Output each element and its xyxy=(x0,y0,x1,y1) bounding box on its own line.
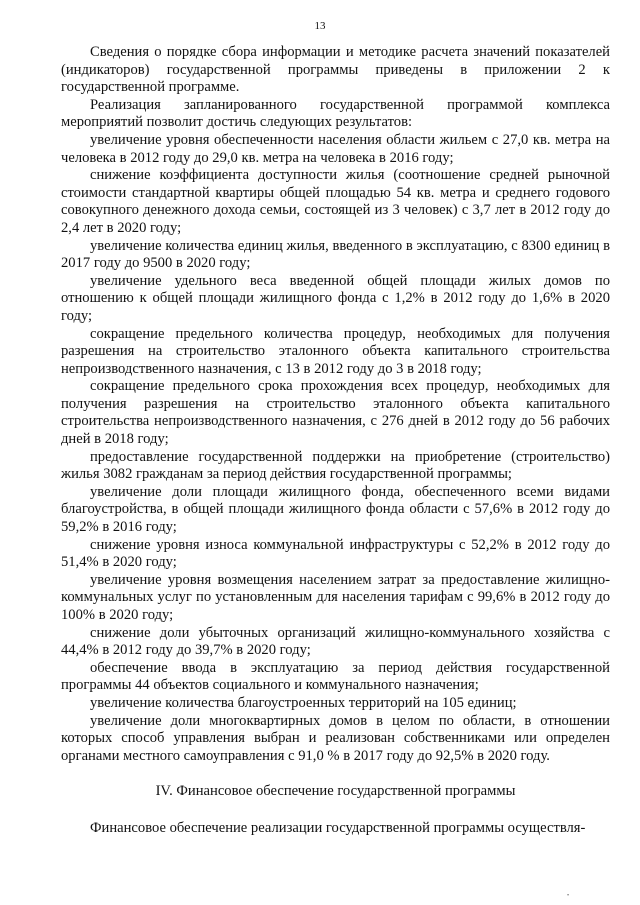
result-housing-affordability: снижение коэффициента доступности жилья (соотношение средней рыночной стоимости стандартной квартиры общей площадью 54 кв. метра и среднего годового совокупного денежного дохода семьи, состоящей из 3 человек) с 3,7 лет в 2012 году до 2,4 лет в 2020 году; xyxy=(61,167,610,236)
paragraph-results-intro: Реализация запланированного государственной программой комплекса мероприятий позволит достичь следующих результатов: xyxy=(61,96,610,131)
result-amenities-share: увеличение доли площади жилищного фонда, обеспеченного всеми видами благоустройства, в общей площади жилищного фонда области с 57,6% в 2012 году до 59,2% в 2016 году; xyxy=(61,483,610,536)
paragraph-info-collection: Сведения о порядке сбора информации и методике расчета значений показателей (индикаторов) государственной программы приведены в приложении 2 к государственной программе. xyxy=(61,44,610,96)
result-procedure-duration: сокращение предельного срока прохождения всех процедур, необходимых для получения разрешения на строительство эталонного объекта капитального строительства непроизводственного назначения, с 276 дней в 2012 году до 56 рабочих дней в 2018 году; xyxy=(61,378,610,448)
result-territories: увеличение количества благоустроенных территорий на 105 единиц; xyxy=(90,694,517,711)
result-state-support: предоставление государственной поддержки на приобретение (строительство) жилья 3082 гражданам за период действия государственной программы; xyxy=(61,448,610,483)
result-facilities-commissioning: обеспечение ввода в эксплуатацию за период действия государственной программы 44 объектов социального и коммунального назначения; xyxy=(61,659,610,694)
section-first-paragraph: Финансовое обеспечение реализации государственной программы осуществля- xyxy=(90,819,586,836)
result-procedure-count: сокращение предельного количества процедур, необходимых для получения разрешения на строительство эталонного объекта капитального строительства непроизводственного назначения, с 13 в 2012 году до 3 в 2018 году; xyxy=(61,325,610,377)
result-housing-units: увеличение количества единиц жилья, введенного в эксплуатацию, с 8300 единиц в 2017 году до 9500 в 2020 году; xyxy=(61,237,610,272)
document-body xyxy=(61,44,610,838)
section-heading: IV. Финансовое обеспечение государственной программы xyxy=(155,783,516,800)
result-cost-recovery: увеличение уровня возмещения населением затрат за предоставление жилищно-коммунальных услуг по установленным для населения тарифам с 99,6% в 2012 году до 100% в 2020 году; xyxy=(61,571,610,623)
result-housing-provision: увеличение уровня обеспеченности населения области жильем с 27,0 кв. метра на человека в 2012 году до 29,0 кв. метра на человека в 2016 году; xyxy=(61,131,610,166)
result-apartment-management: увеличение доли многоквартирных домов в целом по области, в отношении которых способ управления выбран и реализован собственниками или определен органами местного самоуправления с 91,0 % в 2017 году до 92,5% в 2020 году. xyxy=(61,712,610,764)
scan-mark: • xyxy=(567,893,570,899)
page-number: 13 xyxy=(314,20,326,32)
result-infrastructure-wear: снижение уровня износа коммунальной инфраструктуры с 52,2% в 2012 году до 51,4% в 2020 году; xyxy=(61,536,610,571)
result-floor-area-share: увеличение удельного веса введенной общей площади жилых домов по отношению к общей площади жилищного фонда с 1,2% в 2012 году до 1,6% в 2020 году; xyxy=(61,272,610,324)
result-unprofitable-orgs: снижение доли убыточных организаций жилищно-коммунального хозяйства с 44,4% в 2012 году до 39,7% в 2020 году; xyxy=(61,624,610,659)
